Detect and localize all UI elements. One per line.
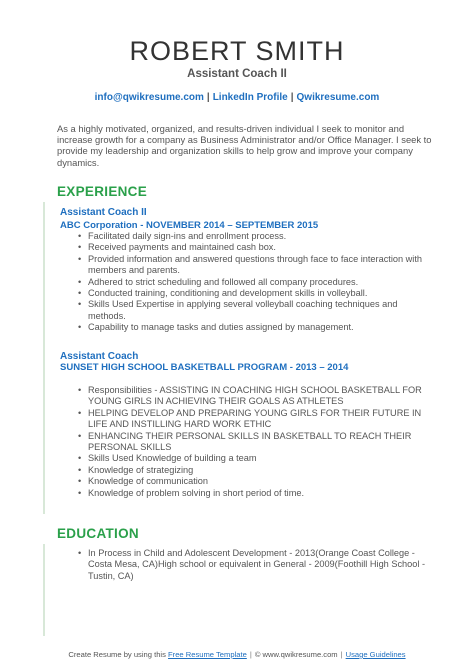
list-item: • Received payments and maintained cash box. xyxy=(78,242,428,253)
list-item: • Adhered to strict scheduling and followed all company procedures. xyxy=(78,277,428,288)
job-title: Assistant Coach II xyxy=(60,207,147,218)
list-item: • Knowledge of strategizing xyxy=(78,465,428,476)
list-item: • Knowledge of problem solving in short period of time. xyxy=(78,488,428,499)
candidate-title: Assistant Coach II xyxy=(187,68,287,80)
footer xyxy=(0,650,474,659)
separator: | xyxy=(206,92,210,103)
list-item: • Capability to manage tasks and duties assigned by management. xyxy=(78,322,428,333)
education-list xyxy=(78,548,428,582)
job-duties-list xyxy=(78,385,428,499)
contact-line xyxy=(0,92,474,103)
site-credit: © www.qwikresume.com xyxy=(254,650,338,659)
email-link[interactable]: info@qwikresume.com xyxy=(94,92,204,103)
list-item: • In Process in Child and Adolescent Development - 2013(Orange Coast College - Costa Mesa, CA)High school or equivalent in General - 2009(Foothill High School - Tustin, CA) xyxy=(78,548,428,582)
education-divider xyxy=(43,544,45,636)
website-link[interactable]: Qwikresume.com xyxy=(296,92,380,103)
linkedin-link[interactable]: LinkedIn Profile xyxy=(212,92,288,103)
job-title: Assistant Coach xyxy=(60,351,139,362)
list-item: • ENHANCING THEIR PERSONAL SKILLS IN BASKETBALL TO REACH THEIR PERSONAL SKILLS xyxy=(78,431,428,454)
list-item: • Knowledge of communication xyxy=(78,476,428,487)
footer-prefix: Create Resume by using this xyxy=(68,650,166,659)
list-item: • Responsibilities - ASSISTING IN COACHING HIGH SCHOOL BASKETBALL FOR YOUNG GIRLS IN ACHIEVING THEIR GOALS AS ATHLETES xyxy=(78,385,428,408)
separator: | xyxy=(290,92,294,103)
job-duties-list xyxy=(78,231,428,334)
list-item: • Provided information and answered questions through face to face interaction with members and parents. xyxy=(78,254,428,277)
template-link[interactable]: Free Resume Template xyxy=(168,650,247,659)
usage-guidelines-link[interactable]: Usage Guidelines xyxy=(345,650,406,659)
list-item: • Skills Used Expertise in applying several volleyball coaching techniques and methods. xyxy=(78,299,428,322)
summary-paragraph: As a highly motivated, organized, and results-driven individual I seek to monitor and increase growth for a company as Business Administrator and/or Office Manager. I seek to provide my leadership and organization skills to help grow and improve your company dynamics. xyxy=(57,123,432,168)
candidate-name: ROBERT SMITH xyxy=(129,36,345,66)
list-item: • Skills Used Knowledge of building a team xyxy=(78,453,428,464)
job-company: ABC Corporation - NOVEMBER 2014 – SEPTEMBER 2015 xyxy=(60,220,319,231)
job-company: SUNSET HIGH SCHOOL BASKETBALL PROGRAM - 2013 – 2014 xyxy=(60,362,349,373)
list-item: • Conducted training, conditioning and development skills in volleyball. xyxy=(78,288,428,299)
education-heading: EDUCATION xyxy=(57,526,139,541)
experience-divider xyxy=(43,202,45,514)
list-item: • HELPING DEVELOP AND PREPARING YOUNG GIRLS FOR THEIR FUTURE IN LIFE AND INSTILLING HARD WORK ETHIC xyxy=(78,408,428,431)
list-item: • Facilitated daily sign-ins and enrollment process. xyxy=(78,231,428,242)
separator: | xyxy=(249,650,252,659)
separator: | xyxy=(340,650,343,659)
experience-heading: EXPERIENCE xyxy=(57,184,148,199)
